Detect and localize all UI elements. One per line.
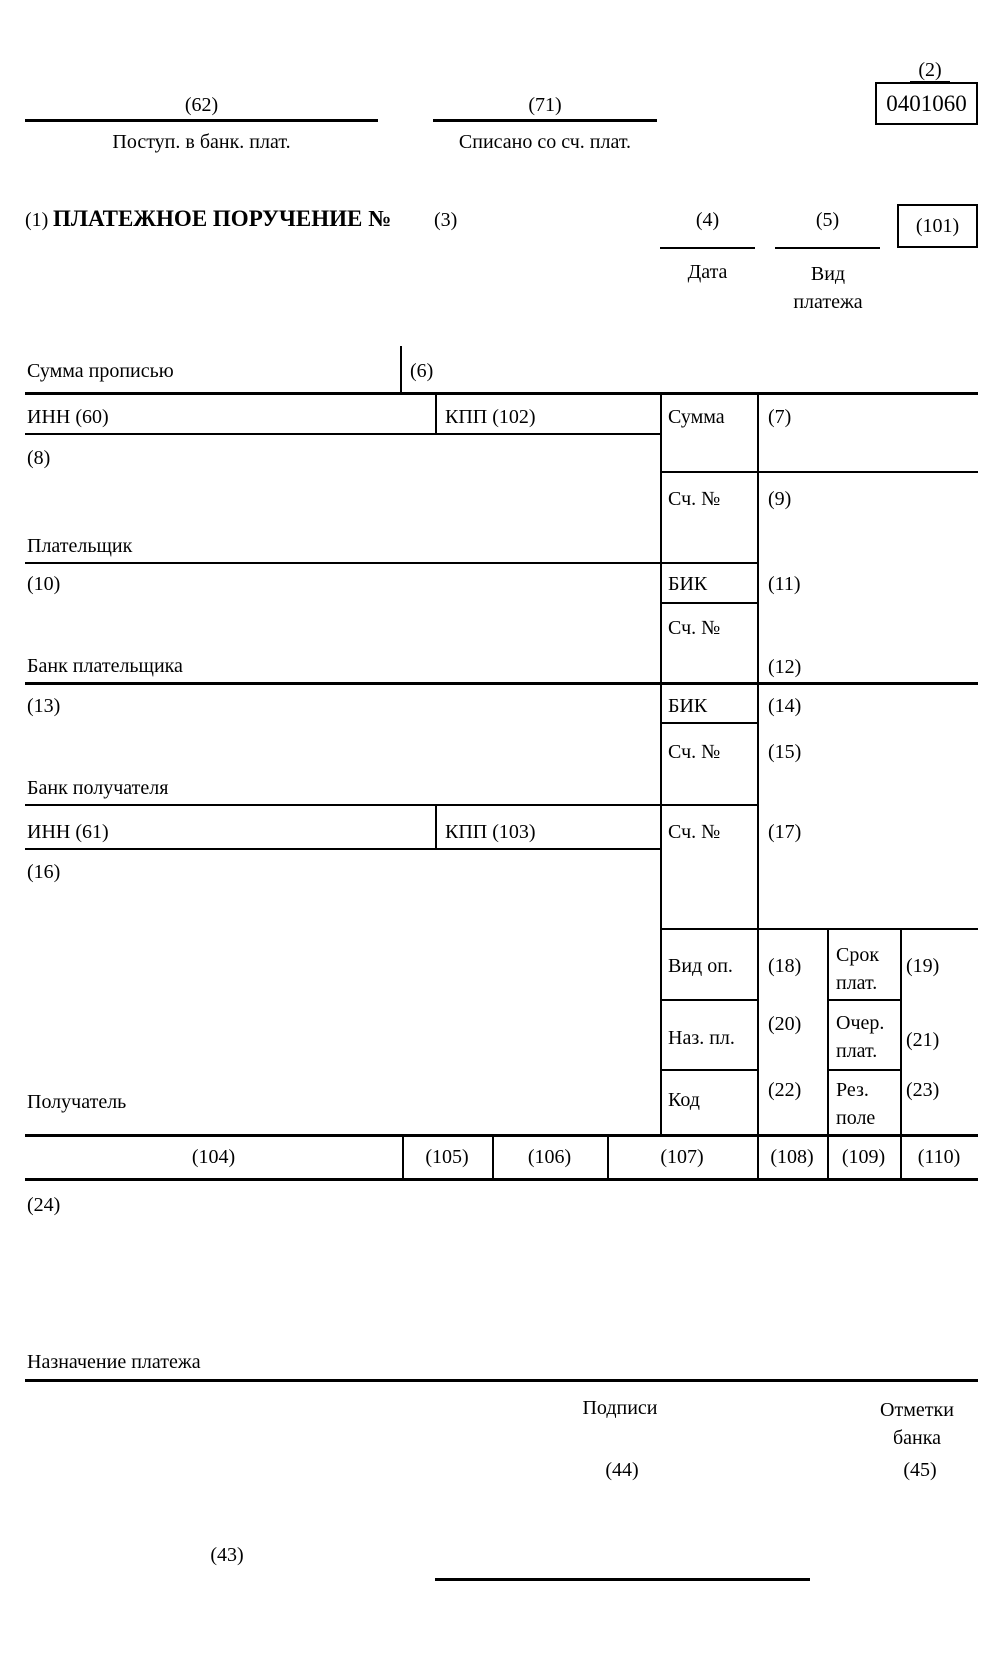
table-top-line xyxy=(25,392,978,395)
payee-bank-bik-underline xyxy=(660,722,757,724)
payee-account-label: Сч. № xyxy=(668,821,721,843)
pay-term-underline xyxy=(827,999,900,1001)
field14-number: (14) xyxy=(768,695,802,717)
payer-bank-account-label: Сч. № xyxy=(668,617,721,639)
term-column-right-line xyxy=(900,929,902,1178)
field43-number: (43) xyxy=(210,1544,244,1566)
field108-number: (108) xyxy=(770,1146,814,1168)
purpose-code-underline xyxy=(660,1069,757,1071)
payee-label: Получатель xyxy=(27,1091,127,1113)
field11-number: (11) xyxy=(768,573,801,595)
field44-number: (44) xyxy=(605,1459,639,1481)
field6-number: (6) xyxy=(410,360,434,382)
codes-row-bottom-line xyxy=(25,1178,978,1181)
field20-number: (20) xyxy=(768,1013,802,1035)
field18-number: (18) xyxy=(768,955,802,977)
payment-type-label: Вид платежа xyxy=(793,263,863,313)
field21-number: (21) xyxy=(906,1029,940,1051)
field8-number: (8) xyxy=(27,447,51,469)
payer-account-label: Сч. № xyxy=(668,488,721,510)
field3-number: (3) xyxy=(434,209,458,231)
field104-number: (104) xyxy=(191,1146,236,1168)
payee-inn-kpp-divider xyxy=(435,804,437,850)
form-title: ПЛАТЕЖНОЕ ПОРУЧЕНИЕ № xyxy=(53,206,392,231)
payee-bank-account-label: Сч. № xyxy=(668,741,721,763)
payer-inn-label: ИНН (60) xyxy=(27,406,109,428)
purpose-code-label: Наз. пл. xyxy=(668,1027,735,1049)
field62-number: (62) xyxy=(184,94,219,116)
amount-label: Сумма xyxy=(668,406,725,428)
received-in-bank-label: Поступ. в банк. плат. xyxy=(112,131,291,153)
field17-number: (17) xyxy=(768,821,802,843)
field71-underline xyxy=(433,119,657,122)
field22-number: (22) xyxy=(768,1079,802,1101)
bank-marks-label: Отметки банка xyxy=(880,1399,954,1449)
field10-number: (10) xyxy=(27,573,61,595)
field4-underline xyxy=(660,247,755,249)
field23-number: (23) xyxy=(906,1079,940,1101)
field16-number: (16) xyxy=(27,861,61,883)
field7-number: (7) xyxy=(768,406,792,428)
signatures-label: Подписи xyxy=(582,1397,658,1419)
codes-row-top-line xyxy=(25,1134,978,1137)
field107-number: (107) xyxy=(660,1146,704,1168)
payer-inn-kpp-divider xyxy=(435,392,437,435)
field4-number: (4) xyxy=(695,209,720,231)
payer-bank-bik-label: БИК xyxy=(668,573,708,595)
label-column-right-line xyxy=(757,392,759,1178)
field5-underline xyxy=(775,247,880,249)
payee-bank-label: Банк получателя xyxy=(27,777,169,799)
purpose-underline xyxy=(25,1379,978,1382)
signature-line xyxy=(435,1578,810,1581)
amount-cell-underline xyxy=(660,471,978,473)
order-label: Очер. плат. xyxy=(836,1012,885,1062)
payer-bank-bik-underline xyxy=(660,602,757,604)
field2-number: (2) xyxy=(918,59,942,81)
field19-number: (19) xyxy=(906,955,940,977)
payee-bank-underline xyxy=(25,804,757,806)
payer-label: Плательщик xyxy=(27,535,133,557)
payee-inn-row-underline xyxy=(25,848,660,850)
field106-number: (106) xyxy=(527,1146,572,1168)
field12-number: (12) xyxy=(768,656,802,678)
payee-inn-label: ИНН (61) xyxy=(27,821,109,843)
payer-inn-row-underline xyxy=(25,433,660,435)
field24-number: (24) xyxy=(27,1194,61,1216)
label-column-left-line xyxy=(660,392,662,1134)
field110-number: (110) xyxy=(917,1146,961,1168)
details-top-line xyxy=(660,928,978,930)
term-column-left-line xyxy=(827,929,829,1178)
code-label: Код xyxy=(668,1089,700,1111)
payee-kpp-label: КПП (103) xyxy=(445,821,536,843)
field101-number: (101) xyxy=(915,215,960,237)
field9-number: (9) xyxy=(768,488,792,510)
field15-number: (15) xyxy=(768,741,802,763)
op-type-underline xyxy=(660,999,757,1001)
payer-bank-label: Банк плательщика xyxy=(27,655,183,677)
amount-words-divider xyxy=(400,346,402,394)
payer-bank-underline xyxy=(25,682,978,685)
payer-underline xyxy=(25,562,757,564)
amount-words-label: Сумма прописью xyxy=(27,360,174,382)
field62-underline xyxy=(25,119,378,122)
field109-number: (109) xyxy=(841,1146,886,1168)
payer-kpp-label: КПП (102) xyxy=(445,406,536,428)
payee-bank-bik-label: БИК xyxy=(668,695,708,717)
form-code: 0401060 xyxy=(886,90,967,116)
field5-number: (5) xyxy=(815,209,840,231)
pay-term-label: Срок плат. xyxy=(836,944,880,994)
field1-number: (1) xyxy=(25,209,49,231)
field105-number: (105) xyxy=(425,1146,469,1168)
date-label: Дата xyxy=(687,261,728,283)
form-code-box xyxy=(875,82,978,125)
field71-number: (71) xyxy=(528,94,562,116)
reserve-label: Рез. поле xyxy=(836,1079,876,1129)
purpose-label: Назначение платежа xyxy=(27,1351,201,1373)
field101-box xyxy=(897,204,978,248)
debited-from-account-label: Списано со сч. плат. xyxy=(458,131,632,153)
field45-number: (45) xyxy=(903,1459,937,1481)
field13-number: (13) xyxy=(27,695,61,717)
order-underline xyxy=(827,1069,900,1071)
op-type-label: Вид оп. xyxy=(668,955,733,977)
